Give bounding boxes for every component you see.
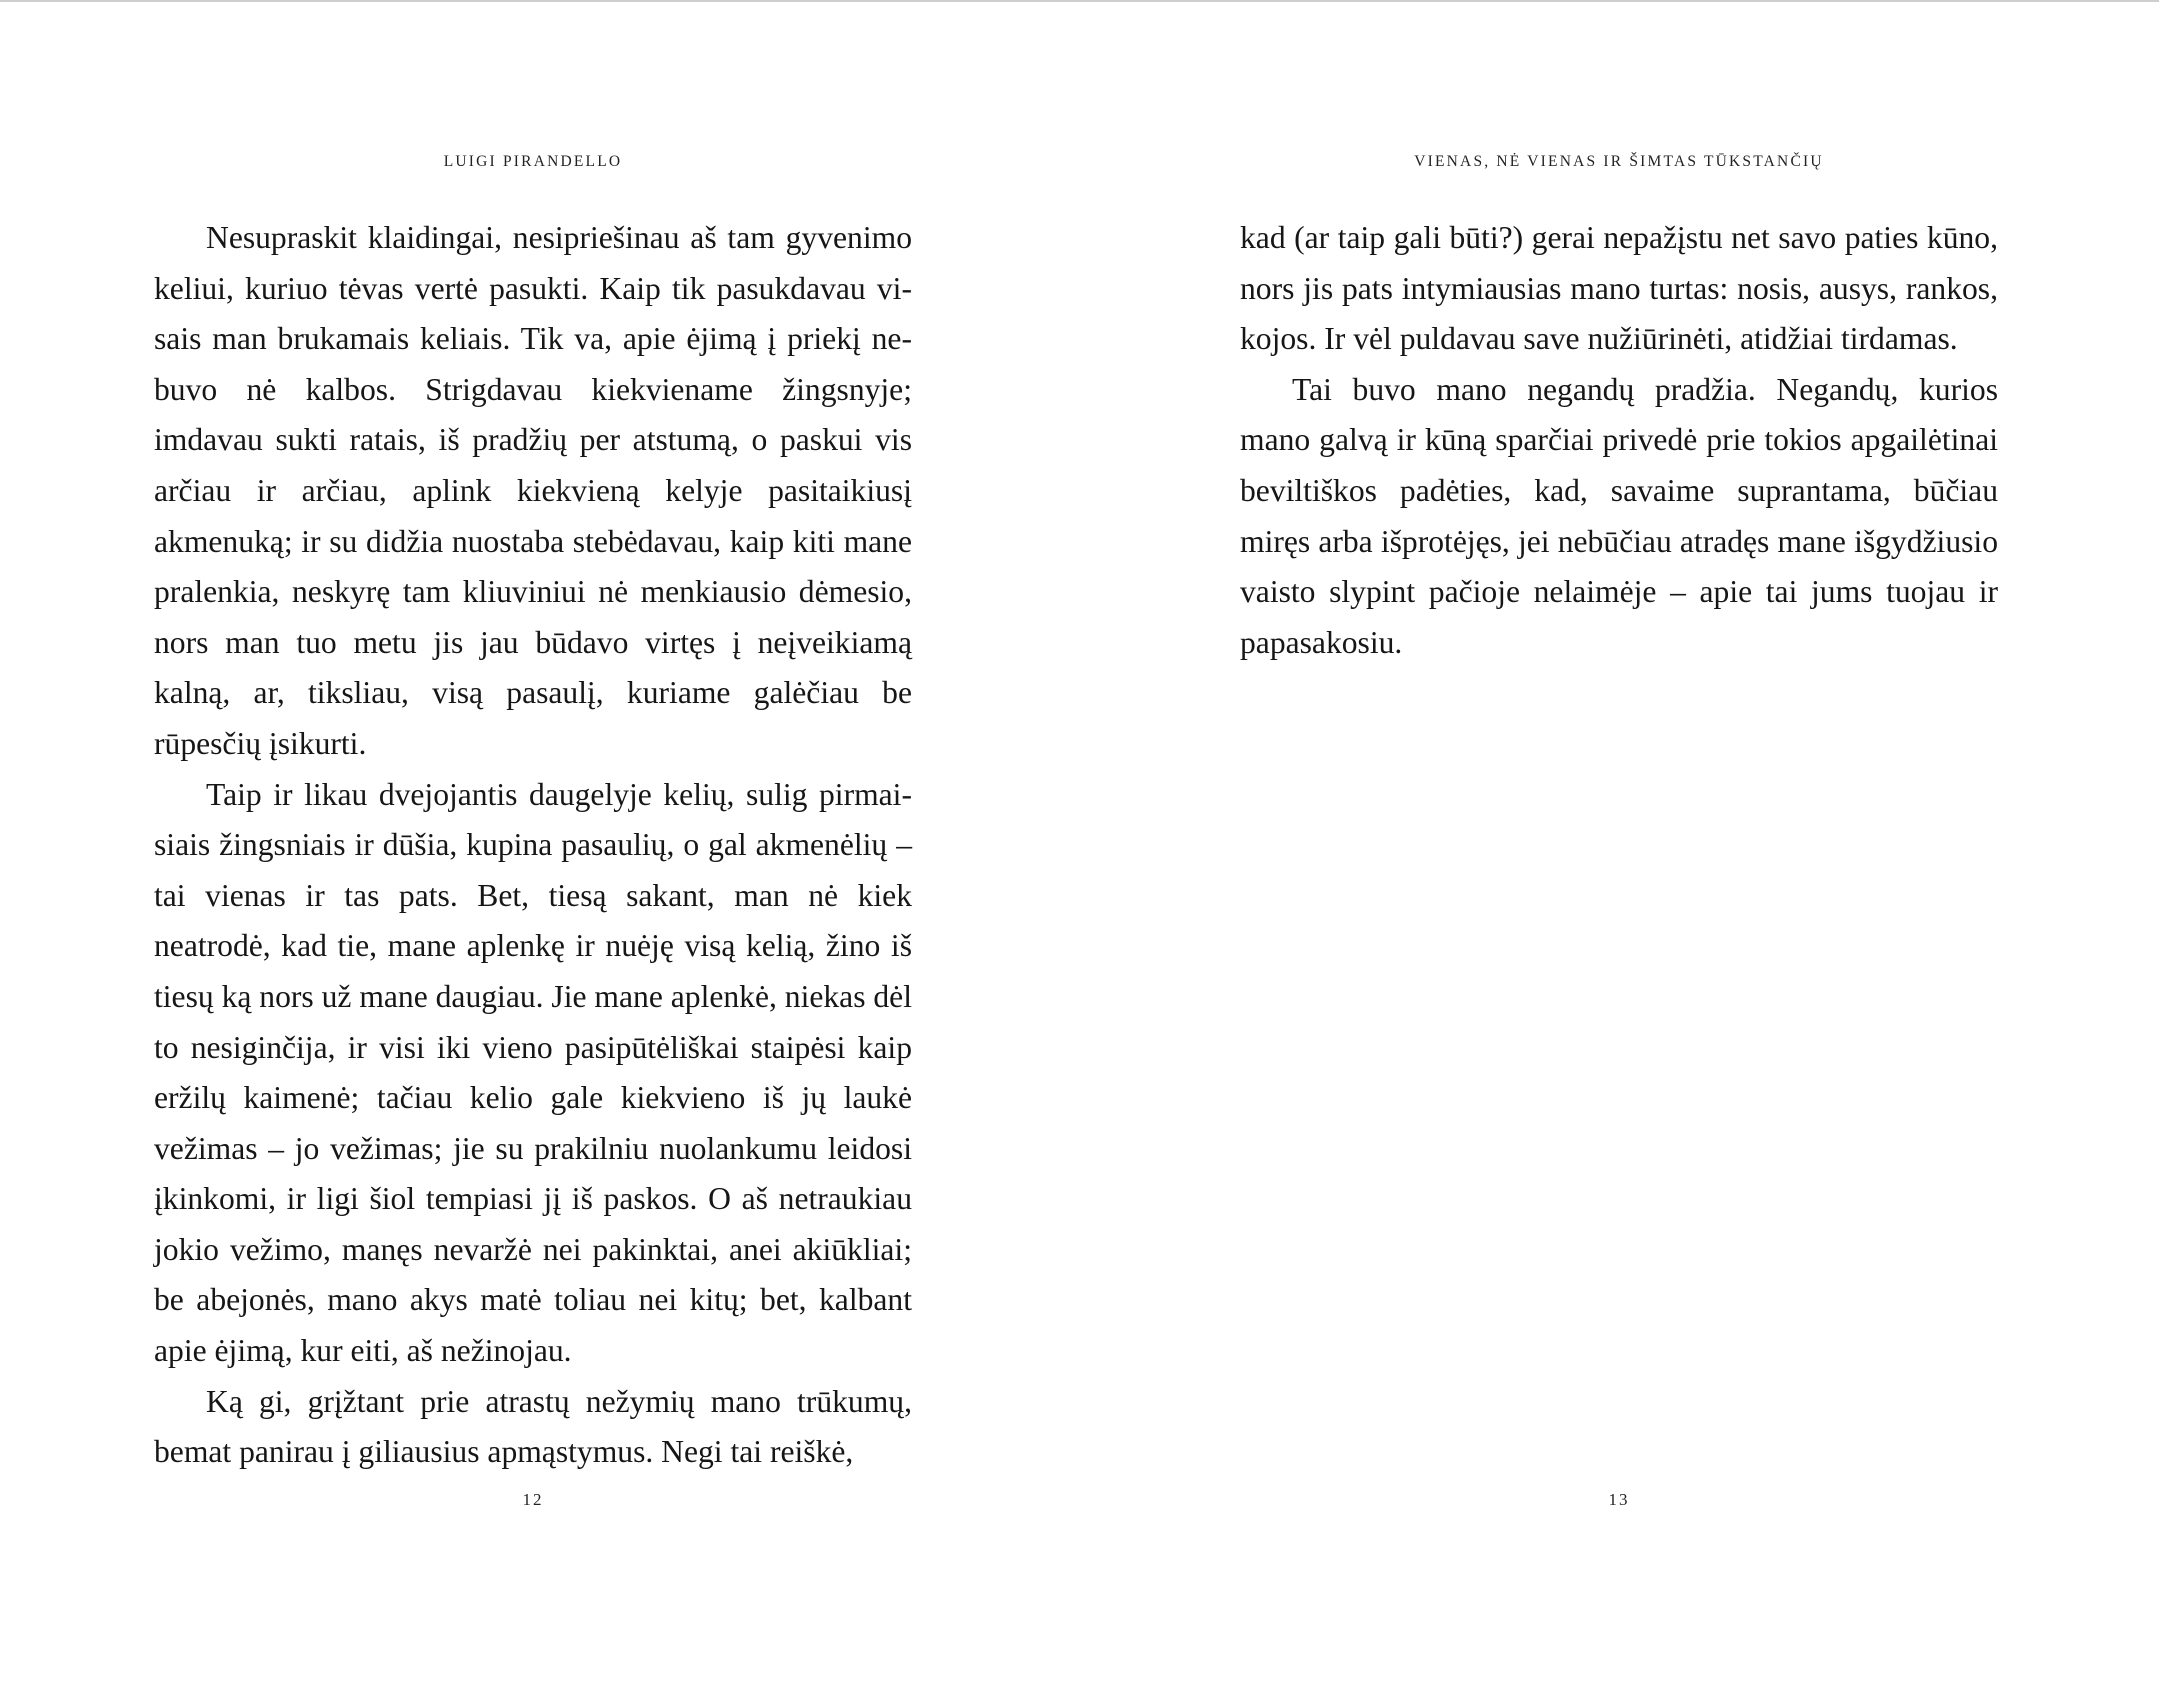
running-head-title: VIENAS, NĖ VIENAS IR ŠIMTAS TŪKSTANČIŲ <box>1414 153 1824 170</box>
left-page-body <box>154 213 912 1478</box>
running-head-author: LUIGI PIRANDELLO <box>443 153 623 170</box>
paragraph: Ką gi, grįžtant prie atrastų nežymių mano trūkumų, bemat panirau į giliausius apmąstymus. Negi tai reiškė, <box>154 1383 912 1470</box>
right-page <box>1240 0 1998 1706</box>
page-number: 12 <box>522 1490 544 1509</box>
paragraph: Nesupraskit klaidingai, nesipriešinau aš tam gyvenimo keliui, kuriuo tėvas vertė pasukti. Kaip tik pasukdavau visais man brukamais keliais. Tik va, apie ėjimą į priekį nebuvo nė kalbos. Strigdavau kiekviename žingsnyje; imdavau sukti ratais, iš pradžių per atstumą, o paskui vis arčiau ir arčiau, aplink kiekvieną kelyje pasitaikiusį akmenuką; ir su didžia nuostaba stebėdavau, kaip kiti mane pralenkia, neskyrę tam kliuviniui nė menkiausio dėmesio, nors man tuo metu jis jau būdavo virtęs į neįveikiamą kalną, ar, tiksliau, visą pasaulį, kuriame galėčiau be rūpesčių įsikurti. <box>154 220 912 761</box>
right-page-body <box>1240 213 1998 668</box>
paragraph: Tai buvo mano negandų pradžia. Negandų, kurios mano galvą ir kūną sparčiai privedė prie tokios apgailėtinai beviltiškos padėties, kad, savaime suprantama, būčiau miręs arba išprotėjęs, jei nebūčiau atradęs mane išgydžiusio vaisto slypint pačioje nelaimėje – apie tai jums tuojau ir papasakosiu. <box>1240 371 1998 660</box>
paragraph: kad (ar taip gali būti?) gerai nepažįstu net savo paties kūno, nors jis pats intymiausias mano turtas: nosis, ausys, rankos, kojos. Ir vėl puldavau save nužiūrinėti, atidžiai tirdamas. <box>1240 220 1998 357</box>
left-page <box>154 0 912 1706</box>
page-number: 13 <box>1608 1490 1630 1509</box>
paragraph: Taip ir likau dvejojantis daugelyje kelių, sulig pirmaisiais žingsniais ir dūšia, kupina pasaulių, o gal akmenėlių – tai vienas ir tas pats. Bet, tiesą sakant, man nė kiek neatrodė, kad tie, mane aplenkę ir nuėję visą kelią, žino iš tiesų ką nors už mane daugiau. Jie mane aplenkė, niekas dėl to nesiginčija, ir visi iki vieno pasipūtėliškai staipėsi kaip eržilų kaimenė; tačiau kelio gale kiekvieno iš jų laukė vežimas – jo vežimas; jie su prakilniu nuolankumu leidosi įkinkomi, ir ligi šiol tempiasi jį iš paskos. O aš netraukiau jokio vežimo, manęs nevaržė nei pakinktai, anei akiūkliai; be abejonės, mano akys matė toliau nei kitų; bet, kalbant apie ėjimą, kur eiti, aš nežinojau. <box>154 776 912 1369</box>
